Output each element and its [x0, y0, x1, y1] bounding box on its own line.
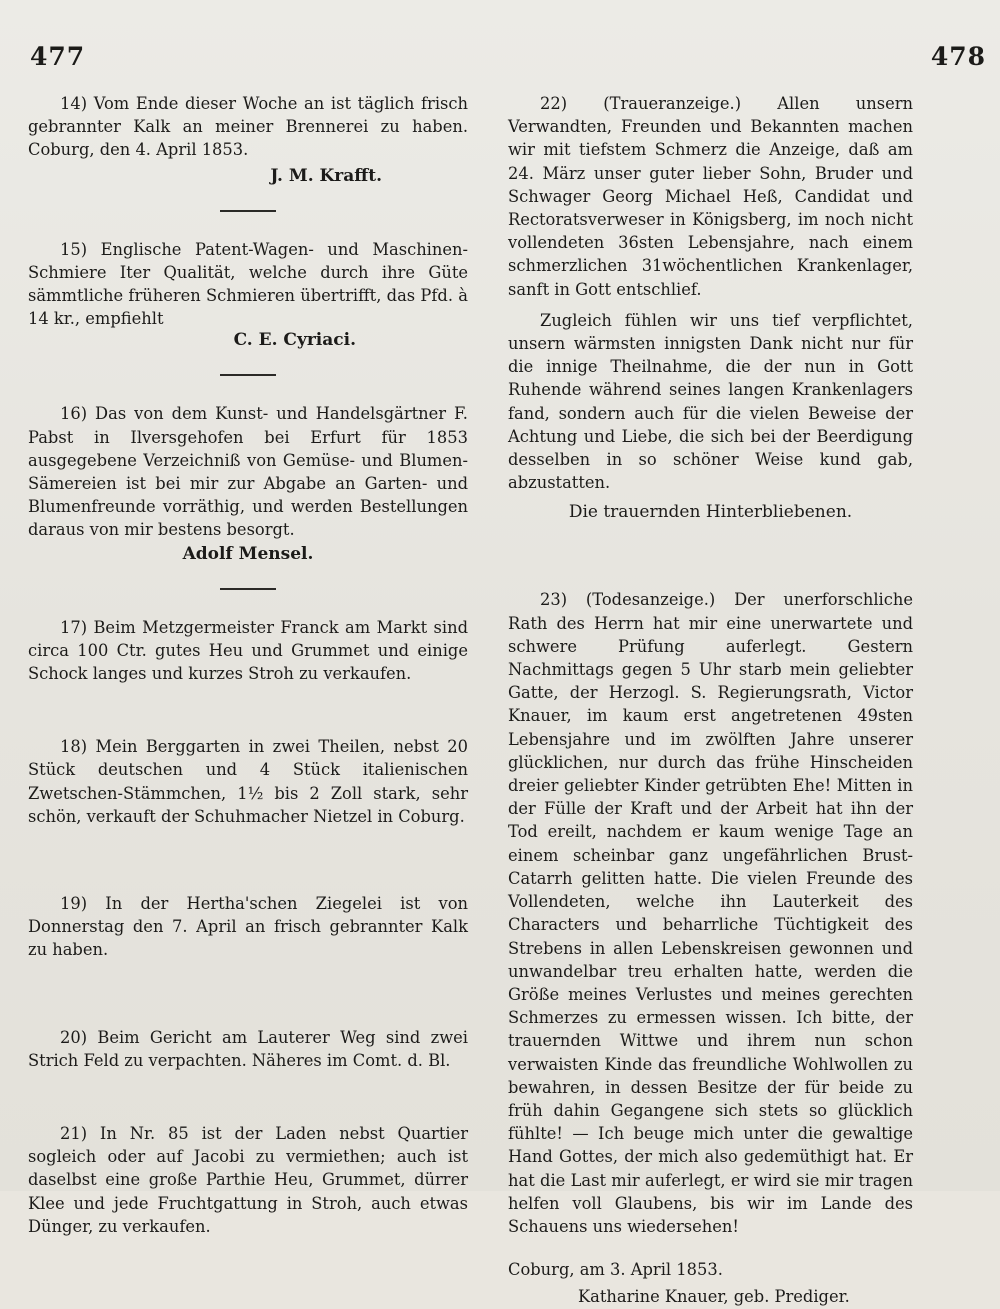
notice-22 [508, 92, 913, 524]
signature: J. M. Krafft. [270, 165, 382, 186]
notice-16 [28, 402, 468, 565]
divider [220, 210, 276, 212]
closing [508, 1258, 913, 1308]
notice-text: 23) (Todesanzeige.) Der unerforschliche Rath des Herrn hat mir eine unerwartete und schwere Prüfung auferlegt. Gestern Nachmittags gegen 5 Uhr starb mein geliebter Gatte, der Herzogl. S. Regierungsrath, Victor Knauer, im kaum erst angetretenen 49sten Lebensjahre und im zwölften Jahre unserer glücklichen, nur durch das frühe Hinscheiden dreier geliebter Kinder getrübten Ehe! Mitten in der Fülle der Kraft und der Arbeit hat ihn der Tod ereilt, nachdem er kaum wenige Tage an einem scheinbar ganz ungefährlichen Brust-Catarrh gelitten hatte. Die vielen Freunde des Vollendeten, welche ihn Lauterkeit des Characters und beharrliche Tüchtigkeit des Strebens in allen Lebenskreisen gewonnen und unwandelbar treu erhalten hatte, werden die Größe meines Verlustes und meines gerechten Schmerzes zu ermessen wissen. Ich bitte, der trauernden Wittwe und ihrem nun schon verwaisten Kinde das freundliche Wohlwollen zu bewahren, in dessen Besitze der für beide zu früh dahin Gegangene sich stets so glücklich fühlte! — Ich beuge mich unter die gewaltige Hand Gottes, der mich also gedemüthigt hat. Er hat die Last mir auferlegt, er wird sie mir tragen helfen voll Glaubens, bis wir im Lande des Schauens uns wiedersehen! [508, 590, 913, 1236]
notice-text: 20) Beim Gericht am Lauterer Weg sind zwei Strich Feld zu verpachten. Näheres im Comt. d. Bl. [28, 1027, 468, 1070]
notice-19 [28, 892, 468, 962]
notice-18 [28, 735, 468, 828]
divider [220, 588, 276, 590]
signature: C. E. Cyriaci. [233, 330, 356, 351]
signature: Katharine Knauer, geb. Prediger. [578, 1287, 850, 1307]
notice-text: 16) Das von dem Kunst- und Handelsgärtner F. Pabst in Ilversgehofen bei Erfurt für 1853 ausgegebene Verzeichniß von Gemüse- und Blumen-Sämereien ist bei mir zur Abgabe an Garten- und Blumenfreunde vorräthig, und werden Bestellungen daraus von mir bestens besorgt. [28, 404, 468, 540]
notice-21 [28, 1122, 468, 1238]
notice-text: 22) (Traueranzeige.) Allen unsern Verwandten, Freunden und Bekannten machen wir mit tiefstem Schmerz die Anzeige, daß am 24. März unser guter lieber Sohn, Bruder und Schwager Georg Michael Heß, Candidat und Rectoratsverweser in Königsberg, im noch nicht vollendeten 36sten Lebensjahre, nach einem schmerzlichen 31wöchentlichen Krankenlager, sanft in Gott entschlief. [508, 94, 913, 299]
notice-text: 21) In Nr. 85 ist der Laden nebst Quartier sogleich oder auf Jacobi zu vermiethen; auch ist daselbst eine große Parthie Heu, Grummet, dürrer Klee und jede Fruchtgattung in Stroh, auch etwas Dünger, zu verkaufen. [28, 1124, 468, 1236]
notice-23 [508, 588, 913, 1308]
signature: Die trauernden Hinterbliebenen. [568, 502, 853, 523]
page-number-left: 477 [30, 42, 86, 71]
notice-17 [28, 616, 468, 686]
notice-14 [28, 92, 468, 188]
notice-15 [28, 238, 468, 353]
spacer [28, 1072, 468, 1122]
page-number-right: 478 [930, 42, 986, 71]
notice-text: 18) Mein Berggarten in zwei Theilen, nebst 20 Stück deutschen und 4 Stück italienischen Zwetschen-Stämmchen, 1½ bis 2 Zoll stark, sehr schön, verkauft der Schuhmacher Nietzel in Coburg. [28, 737, 468, 826]
divider [220, 374, 276, 376]
notice-text: 19) In der Hertha'schen Ziegelei ist von Donnerstag den 7. April an frisch gebrannter Kalk zu haben. [28, 894, 468, 960]
notice-text: 17) Beim Metzgermeister Franck am Markt sind circa 100 Ctr. gutes Heu und Grummet und einige Schock langes und kurzes Stroh zu verkaufen. [28, 617, 468, 684]
notice-text: 15) Englische Patent-Wagen- und Maschinen-Schmiere Iter Qualität, welche durch ihre Güte sämmtliche früheren Schmieren übertrifft, das Pfd. à 14 kr., empfiehlt [28, 239, 468, 329]
notice-text: 14) Vom Ende dieser Woche an ist täglich frisch gebrannter Kalk an meiner Brennerei zu haben. Coburg, den 4. April 1853. [28, 94, 468, 160]
notice-20 [28, 1026, 468, 1072]
spacer [28, 962, 468, 1026]
spacer [508, 524, 913, 588]
spacer [28, 685, 468, 735]
left-column [28, 92, 468, 1238]
spacer [28, 828, 468, 892]
signature: Adolf Mensel. [182, 543, 314, 564]
right-column [508, 92, 913, 1309]
place-date: Coburg, am 3. April 1853. [508, 1260, 723, 1280]
notice-text-2: Zugleich fühlen wir uns tief verpflichtet, unsern wärmsten innigsten Dank nicht nur für die innige Theilnahme, die der nun in Gott Ruhende während seines langen Krankenlagers fand, sondern auch für die vielen Beweise der Achtung und Liebe, die sich bei der Beerdigung desselben in so schöner Weise kund gab, abzustatten. [508, 310, 913, 493]
